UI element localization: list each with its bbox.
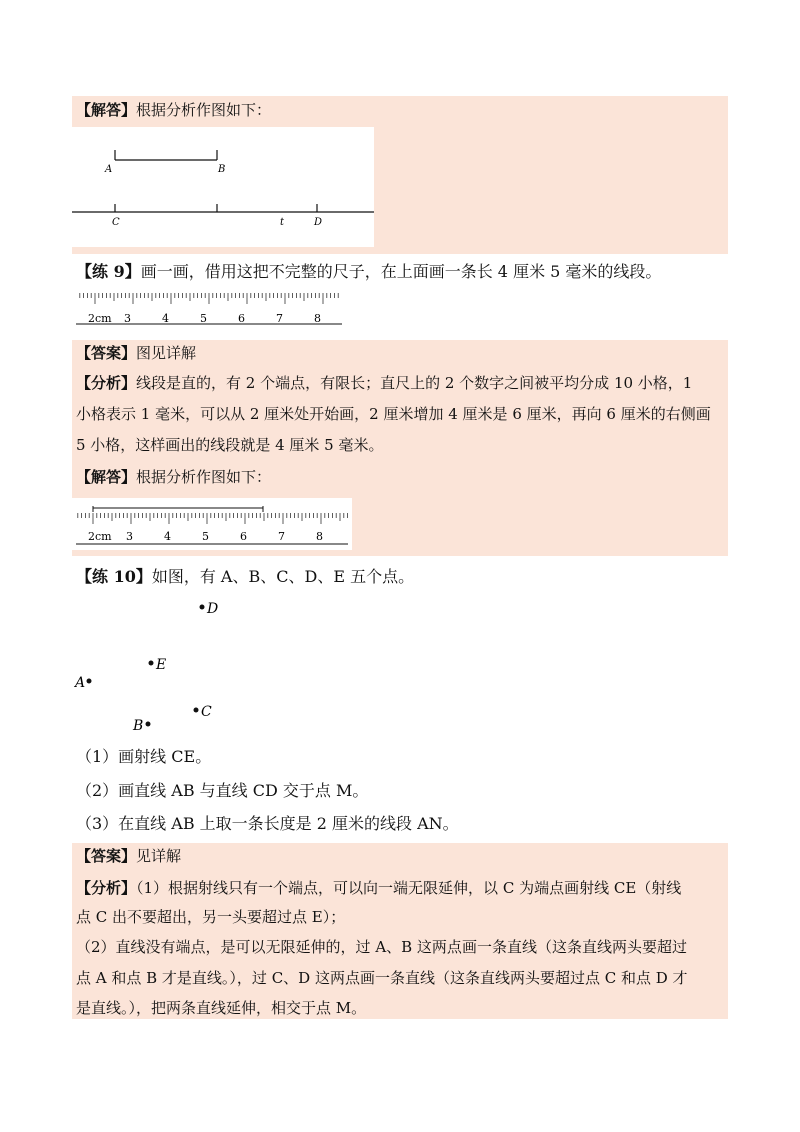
- point-C: [194, 708, 199, 713]
- label-point-C: C: [201, 704, 212, 720]
- point-B: [146, 722, 151, 727]
- ruler2-label-0: 2cm: [88, 530, 112, 543]
- analysis-line-3-4: 是直线。），把两条直线延伸，相交于点 M。: [76, 999, 367, 1017]
- jieda-text-2: 根据分析作图如下：: [136, 468, 272, 486]
- task-3: （3）在直线 AB 上取一条长度是 2 厘米的线段 AN。: [76, 814, 459, 833]
- label-A: A: [105, 164, 113, 175]
- analysis-text-3-0: （1）根据射线只有一个端点，可以向一端无限延伸，以 C 为端点画射线 CE（射线: [136, 879, 682, 897]
- analysis-line-3-3: 点 A 和点 B 才是直线。），过 C、D 这两点画一条直线（这条直线两头要超过点 C 和点 D 才: [76, 969, 688, 987]
- solution-line-1: [76, 100, 271, 120]
- answer-text-3: 见详解: [136, 847, 182, 865]
- jieda-text: 根据分析作图如下：: [136, 101, 272, 119]
- segment-figure: [72, 127, 374, 247]
- ruler-question: [74, 290, 344, 328]
- answer-text: 图见详解: [136, 344, 197, 362]
- point-E: [149, 661, 154, 666]
- points-figure: [70, 595, 250, 740]
- segment-figure-svg: [72, 127, 374, 247]
- point-D: [200, 605, 205, 610]
- answer-line-3: [76, 846, 181, 866]
- analysis-line-3-0: [76, 878, 681, 898]
- jieda-tag-2: 【解答】: [76, 468, 137, 486]
- analysis-line-3-1: 点 C 出不要超出，另一头要超过点 E）；: [76, 908, 346, 926]
- ruler1-label-5: 7: [276, 312, 283, 325]
- jieda-line-2: [76, 467, 271, 487]
- ruler2-label-1: 3: [126, 530, 133, 543]
- analysis-line-2-0: [76, 373, 692, 393]
- ruler2-label-5: 7: [278, 530, 285, 543]
- task-2: （2）画直线 AB 与直线 CD 交于点 M。: [76, 781, 369, 800]
- answer-tag-3: 【答案】: [76, 847, 137, 865]
- label-B: B: [218, 164, 226, 175]
- analysis-line-2-2: 5 小格，这样画出的线段就是 4 厘米 5 毫米。: [76, 436, 384, 454]
- analysis-line-2-1: 小格表示 1 毫米，可以从 2 厘米处开始画，2 厘米增加 4 厘米是 6 厘米，再向 6 厘米的右侧画: [76, 405, 711, 423]
- task-1: （1）画射线 CE。: [76, 747, 212, 766]
- exercise-10-question: [76, 567, 414, 587]
- ruler-answer: [72, 498, 352, 550]
- point-A: [87, 679, 92, 684]
- ruler-question-svg: [74, 290, 344, 328]
- analysis-tag: 【分析】: [76, 374, 137, 392]
- analysis-text-0: 线段是直的，有 2 个端点，有限长；直尺上的 2 个数字之间被平均分成 10 小格，1: [136, 374, 693, 392]
- ruler1-label-2: 4: [162, 312, 169, 325]
- ruler1-label-4: 6: [238, 312, 245, 325]
- answer-tag: 【答案】: [76, 344, 137, 362]
- exercise-9-question: [76, 262, 661, 282]
- ruler1-label-3: 5: [200, 312, 207, 325]
- analysis-tag-3: 【分析】: [76, 879, 137, 897]
- exercise-10-text: 如图，有 A、B、C、D、E 五个点。: [151, 567, 415, 586]
- ruler1-label-1: 3: [124, 312, 131, 325]
- exercise-9-tag: 【练 9】: [76, 262, 141, 281]
- exercise-9-text: 画一画，借用这把不完整的尺子，在上面画一条长 4 厘米 5 毫米的线段。: [140, 262, 662, 281]
- ruler2-label-6: 8: [316, 530, 323, 543]
- analysis-line-3-2: （2）直线没有端点，是可以无限延伸的，过 A、B 这两点画一条直线（这条直线两头要超过: [76, 938, 687, 956]
- ruler1-label-0: 2cm: [88, 312, 112, 325]
- exercise-10-tag: 【练 10】: [76, 567, 152, 586]
- label-point-D: D: [207, 601, 219, 617]
- ruler-answer-svg: [72, 498, 352, 550]
- ruler2-label-2: 4: [164, 530, 171, 543]
- points-figure-svg: [70, 595, 250, 740]
- label-C: C: [112, 217, 120, 228]
- label-point-A: A: [75, 675, 86, 691]
- label-D: D: [314, 217, 323, 228]
- label-point-B: B: [133, 718, 144, 734]
- ruler2-label-3: 5: [202, 530, 209, 543]
- label-t: t: [280, 217, 285, 228]
- ruler2-label-4: 6: [240, 530, 247, 543]
- answer-line-2: [76, 343, 196, 363]
- ruler1-label-6: 8: [314, 312, 321, 325]
- label-point-E: E: [156, 657, 167, 673]
- solution-block-3: [72, 843, 728, 1019]
- jieda-tag: 【解答】: [76, 101, 137, 119]
